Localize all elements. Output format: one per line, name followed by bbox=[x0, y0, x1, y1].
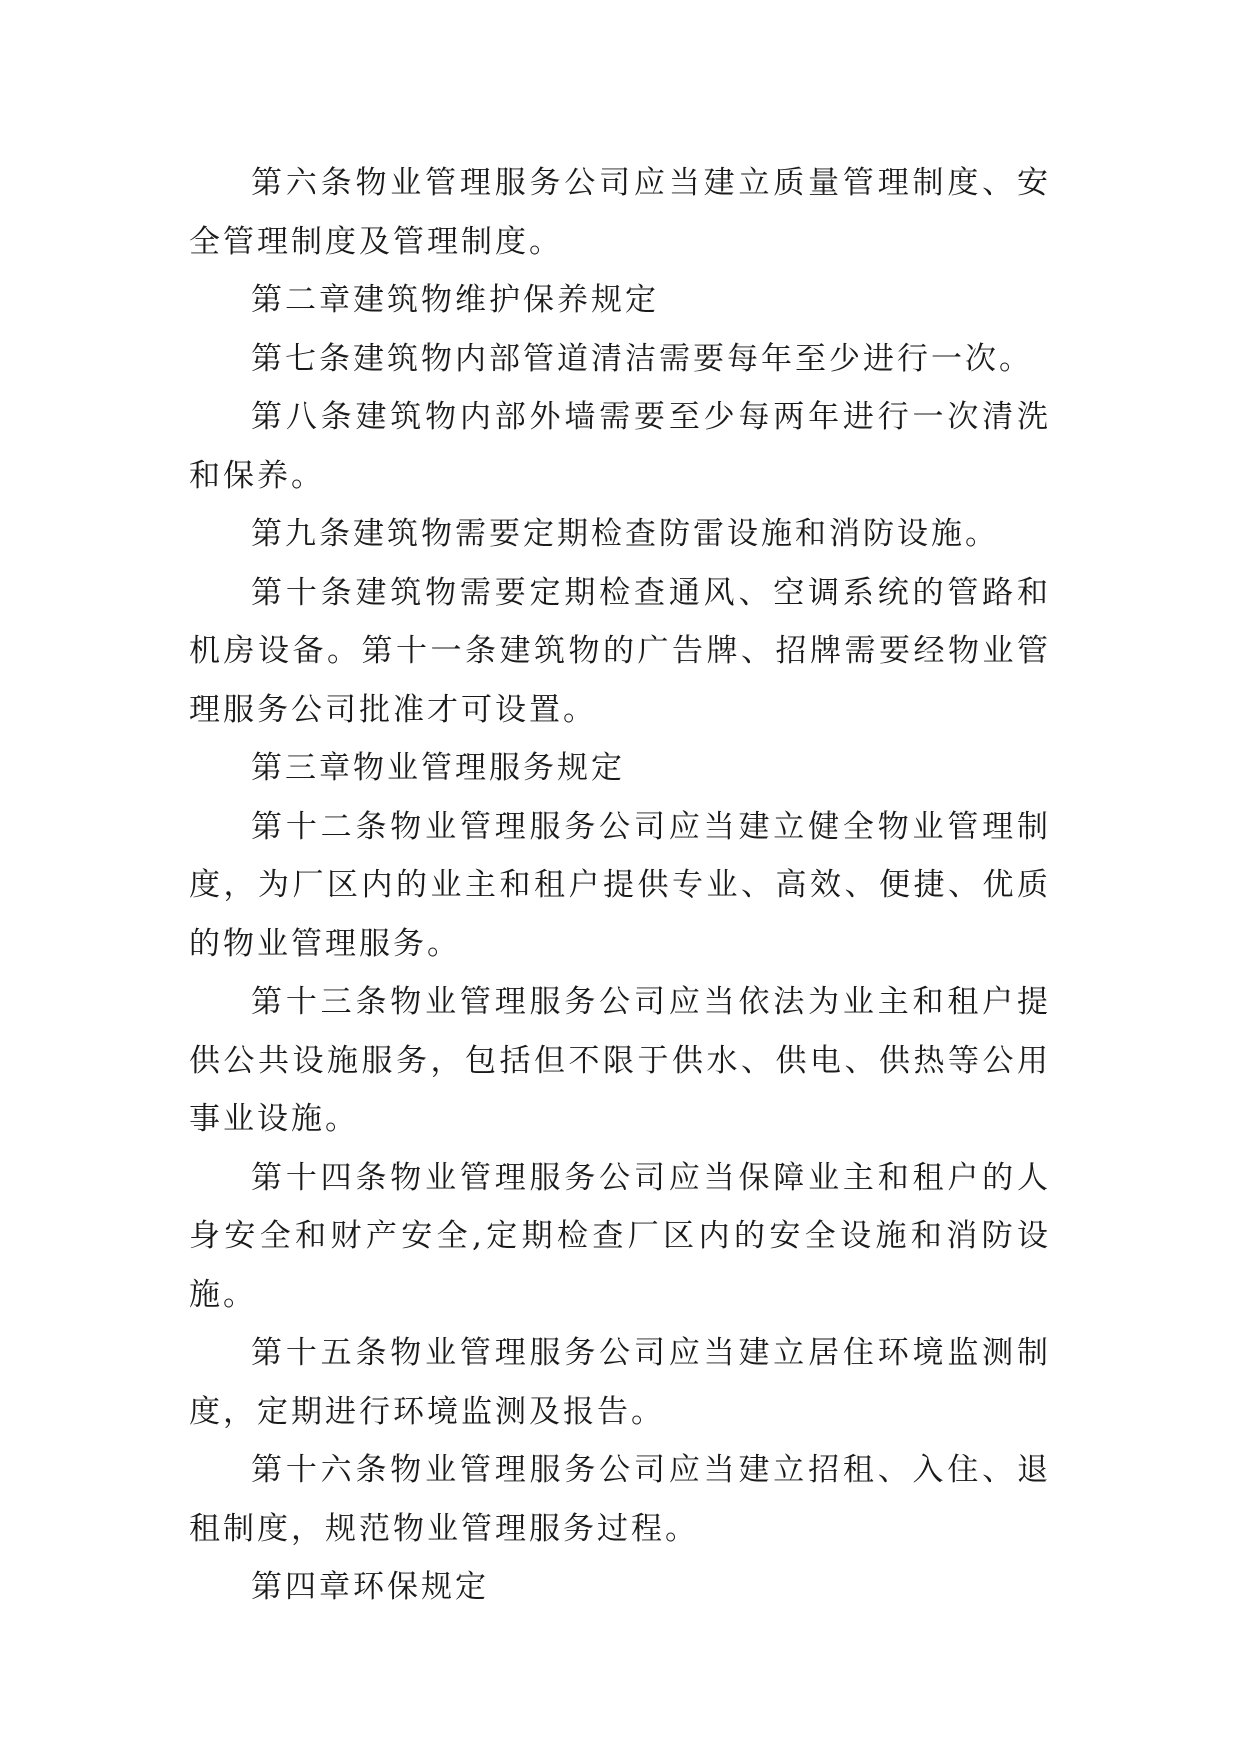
document-body bbox=[189, 154, 1051, 1617]
article-10-11-paragraph: 第十条建筑物需要定期检查通风、空调系统的管路和机房设备。第十一条建筑物的广告牌、招牌需要经物业管理服务公司批准才可设置。 bbox=[189, 574, 1051, 728]
chapter-3-heading: 第三章物业管理服务规定 bbox=[251, 750, 625, 786]
article-13-paragraph: 第十三条物业管理服务公司应当依法为业主和租户提供公共设施服务，包括但不限于供水、供电、供热等公用事业设施。 bbox=[189, 984, 1051, 1137]
article-14-paragraph: 第十四条物业管理服务公司应当保障业主和租户的人身安全和财产安全,定期检查厂区内的安全设施和消防设施。 bbox=[189, 1159, 1051, 1313]
article-16-paragraph: 第十六条物业管理服务公司应当建立招租、入住、退租制度，规范物业管理服务过程。 bbox=[189, 1452, 1051, 1547]
article-15-paragraph: 第十五条物业管理服务公司应当建立居住环境监测制度，定期进行环境监测及报告。 bbox=[189, 1335, 1051, 1430]
article-8-paragraph: 第八条建筑物内部外墙需要至少每两年进行一次清洗和保养。 bbox=[189, 399, 1051, 494]
article-9-paragraph: 第九条建筑物需要定期检查防雷设施和消防设施。 bbox=[251, 516, 999, 552]
article-6-paragraph: 第六条物业管理服务公司应当建立质量管理制度、安全管理制度及管理制度。 bbox=[189, 165, 1051, 260]
chapter-2-heading: 第二章建筑物维护保养规定 bbox=[251, 282, 659, 318]
article-7-paragraph: 第七条建筑物内部管道清洁需要每年至少进行一次。 bbox=[251, 340, 1033, 377]
article-12-paragraph: 第十二条物业管理服务公司应当建立健全物业管理制度，为厂区内的业主和租户提供专业、高效、便捷、优质的物业管理服务。 bbox=[189, 808, 1051, 962]
chapter-4-heading: 第四章环保规定 bbox=[251, 1569, 489, 1605]
